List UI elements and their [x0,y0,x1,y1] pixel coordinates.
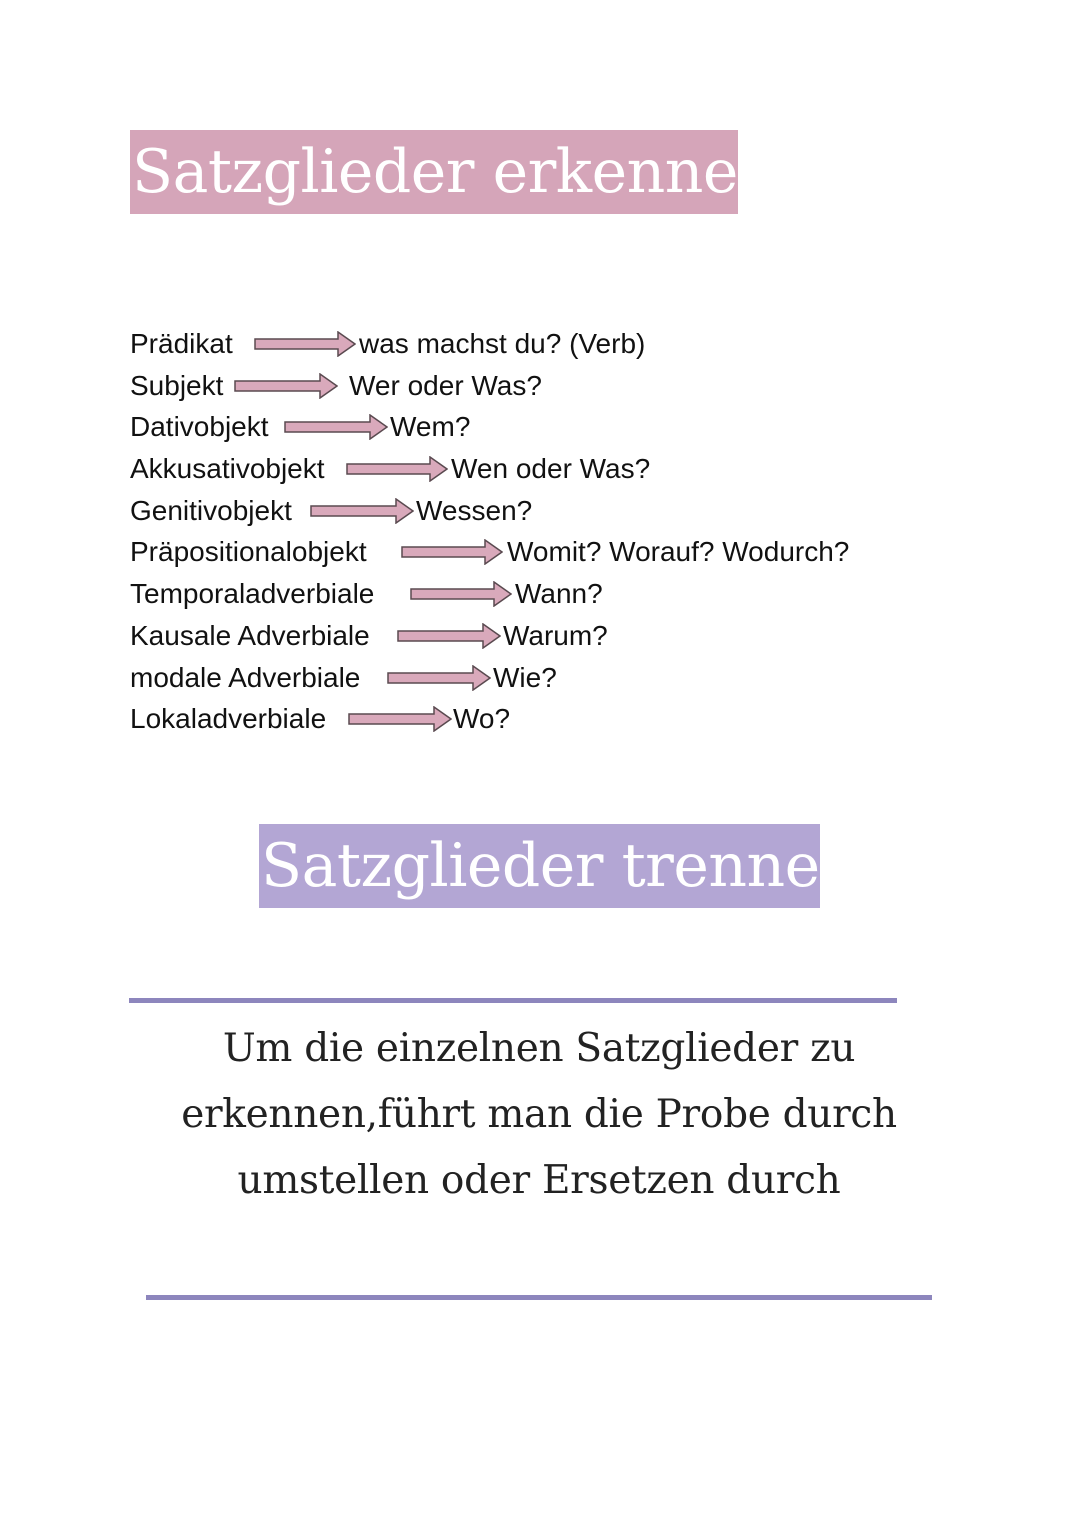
term-label: Kausale Adverbiale [130,619,370,651]
right-arrow-icon [284,414,388,440]
right-arrow-icon [310,498,414,524]
divider-top [129,998,897,1003]
paragraph-line: erkennen,führt man die Probe durch [181,1092,897,1137]
term-label: Lokaladverbiale [130,703,327,735]
right-arrow-icon [254,331,356,357]
paragraph-line: Um die einzelnen Satzglieder zu [222,1026,856,1071]
right-arrow-icon [397,623,501,649]
explanation-paragraph [130,1016,948,1214]
question-label: Wer oder Was? [349,369,542,401]
term-label: Präpositionalobjekt [130,536,367,568]
right-arrow-icon [234,373,338,399]
question-label: Warum? [503,619,608,651]
question-label: Womit? Worauf? Wodurch? [507,536,850,568]
question-label: Wann? [515,578,603,610]
heading-satzglieder-trennen: Satzglieder trennen [259,824,820,908]
term-label: modale Adverbiale [130,661,361,693]
question-label: Wem? [390,411,471,443]
term-label: Genitivobjekt [130,494,292,526]
right-arrow-icon [348,706,452,732]
term-label: Prädikat [130,328,233,359]
right-arrow-icon [346,456,448,482]
question-label: Wie? [493,661,557,693]
question-label: Wo? [453,703,511,735]
heading-satzglieder-erkennen: Satzglieder erkennen [130,130,738,214]
divider-bottom [146,1295,932,1300]
question-label: was machst du? (Verb) [359,328,646,359]
paragraph-line: umstellen oder Ersetzen durch [237,1158,841,1203]
right-arrow-icon [387,665,491,691]
question-label: Wen oder Was? [451,453,651,485]
term-label: Subjekt [130,369,224,401]
right-arrow-icon [401,539,503,565]
question-label: Wessen? [416,494,533,526]
term-label: Temporaladverbiale [130,578,375,610]
term-label: Akkusativobjekt [130,453,325,485]
term-label: Dativobjekt [130,411,269,443]
right-arrow-icon [410,581,512,607]
